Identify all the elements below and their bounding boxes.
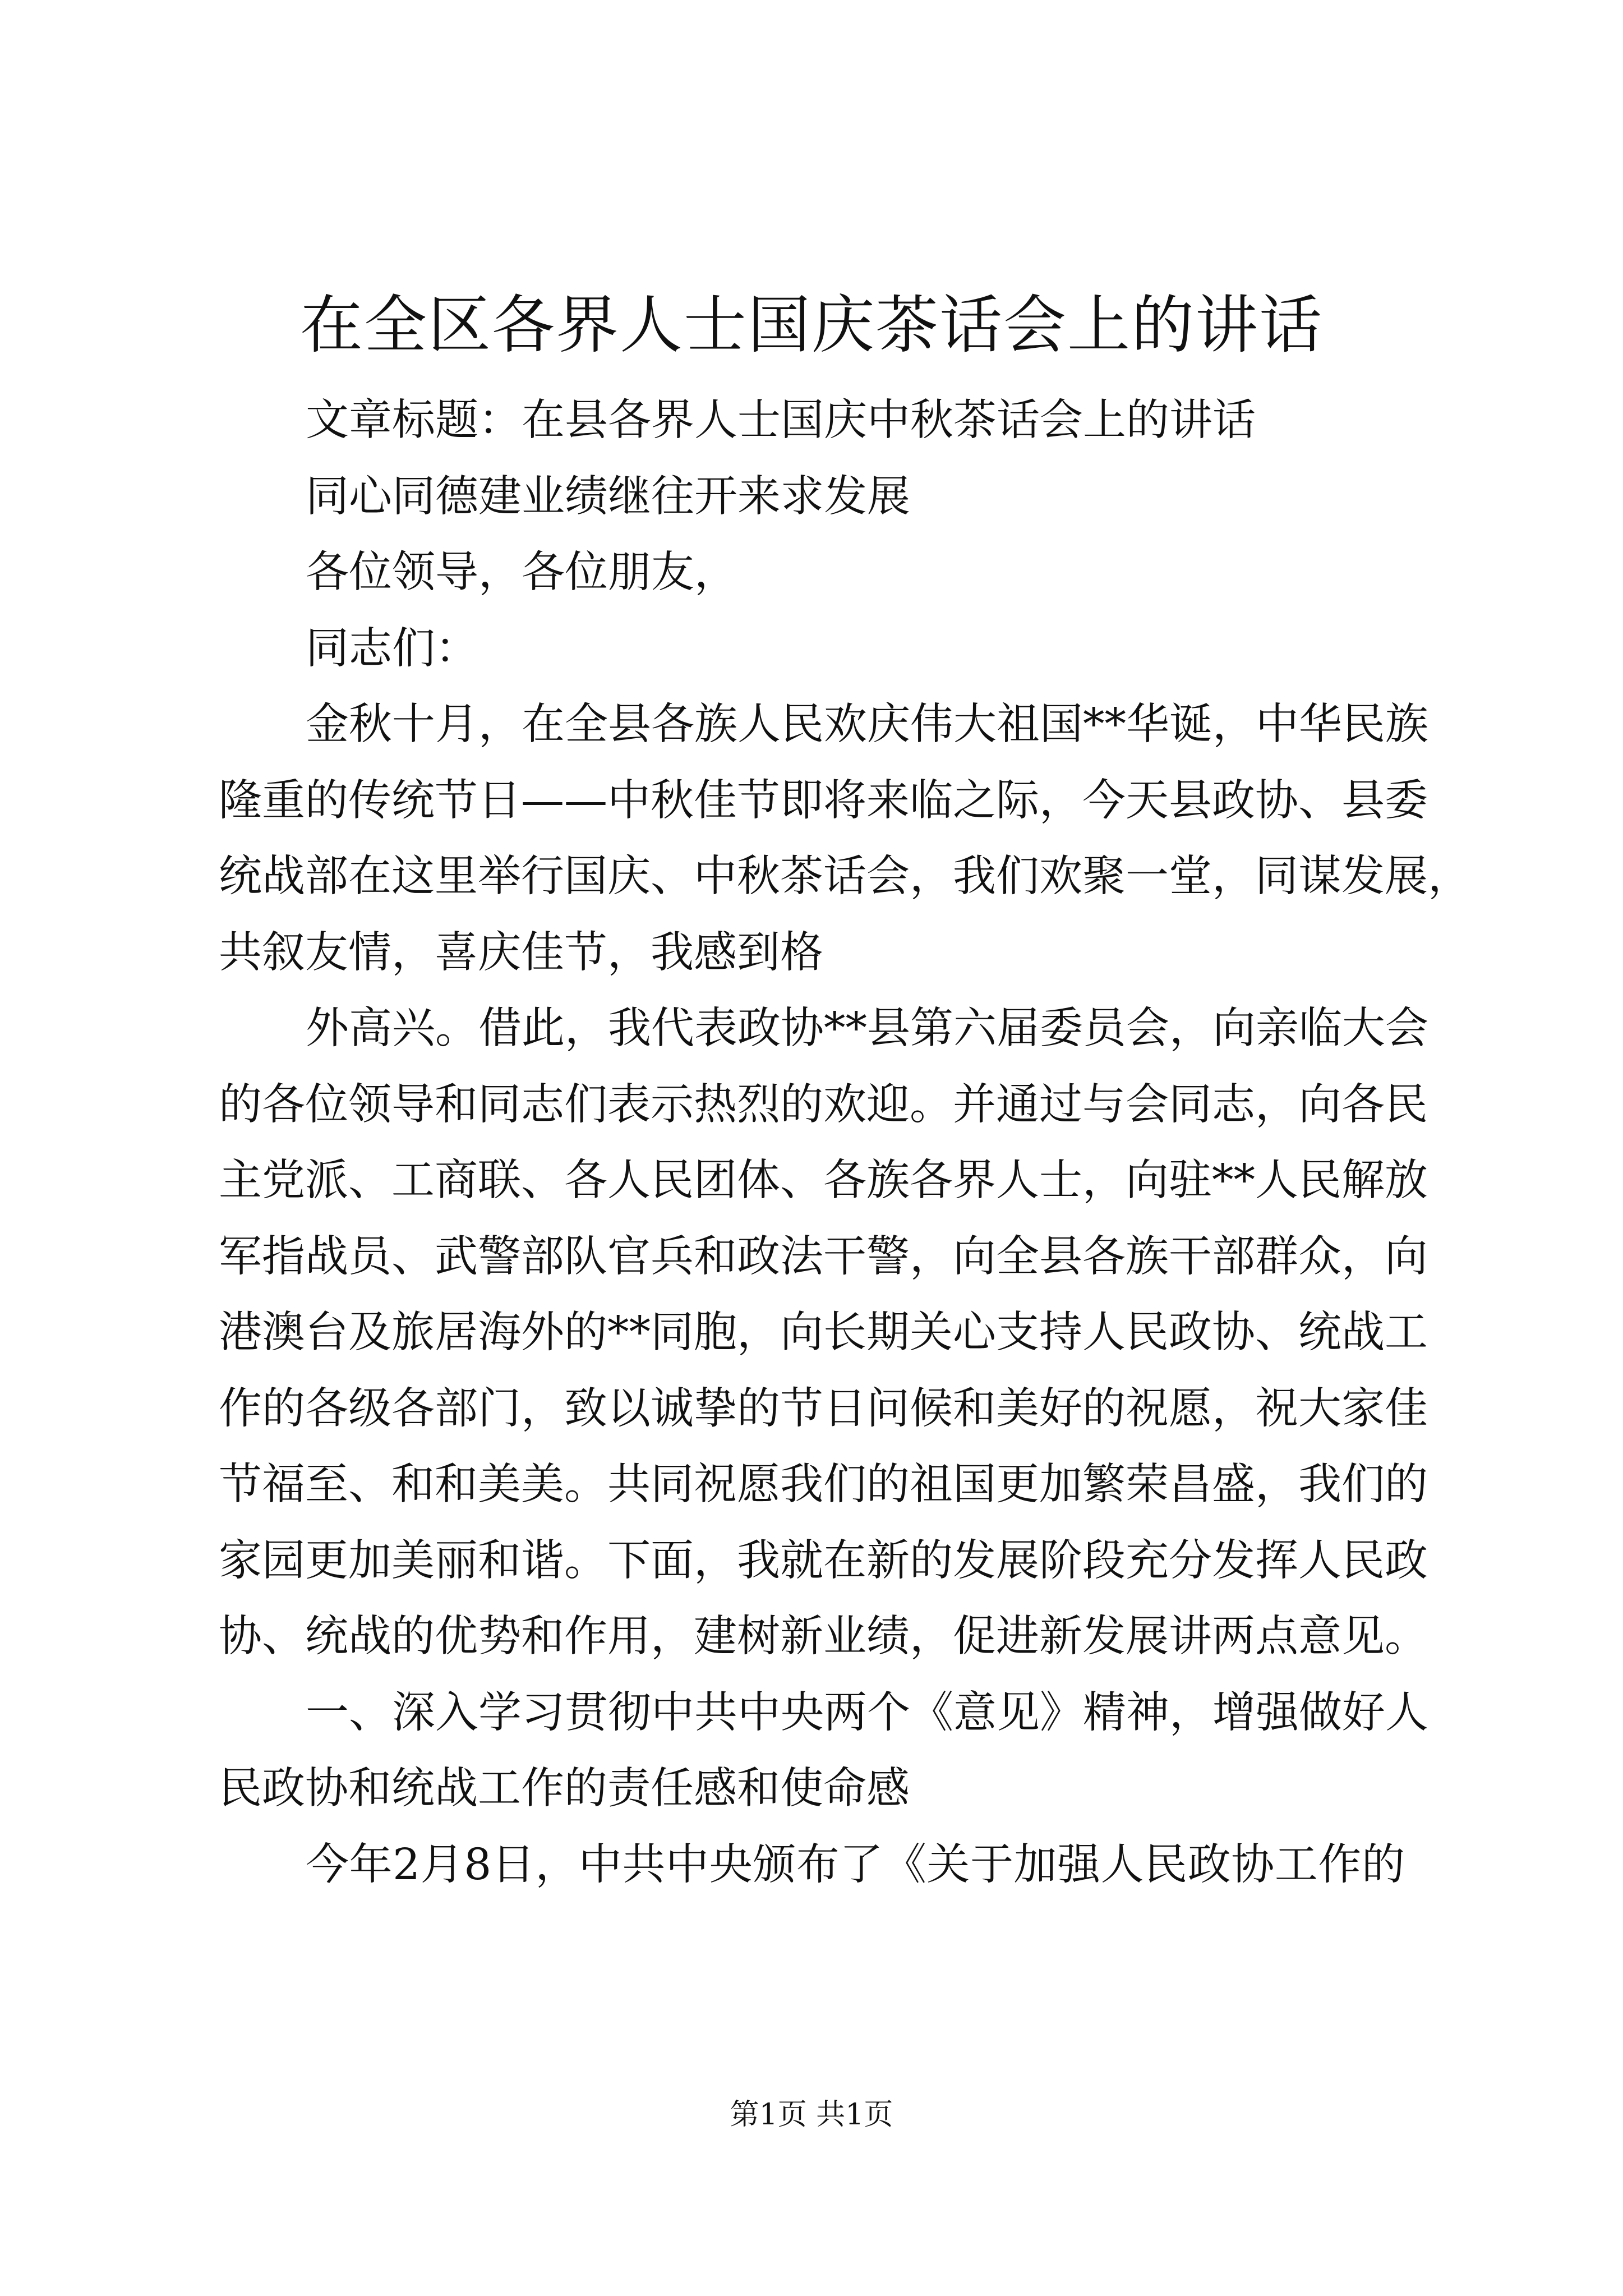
document-body (219, 383, 1471, 1903)
paragraph-line: 节福至、和和美美。共同祝愿我们的祖国更加繁荣昌盛，我们的 (219, 1460, 1428, 1510)
paragraph-line: 家园更加美丽和谐。下面，我就在新的发展阶段充分发挥人民政 (219, 1535, 1428, 1586)
paragraph-line: 作的各级各部门，致以诚挚的节日问候和美好的祝愿，祝大家佳 (219, 1383, 1428, 1434)
page-footer: 第1页 共1页 (730, 2098, 893, 2132)
salutation-line: 同志们： (306, 623, 478, 674)
article-title-line: 文章标题：在县各界人士国庆中秋茶话会上的讲话 (306, 395, 1256, 445)
paragraph-line: 协、统战的优势和作用，建树新业绩，促进新发展讲两点意见。 (219, 1612, 1428, 1662)
paragraph-line: 共叙友情，喜庆佳节，我感到格 (219, 927, 823, 978)
paragraph-line: 主党派、工商联、各人民团体、各族各界人士，向驻**人民解放 (219, 1156, 1428, 1205)
paragraph-line: 的各位领导和同志们表示热烈的欢迎。并通过与会同志，向各民 (219, 1079, 1428, 1130)
paragraph-line: 统战部在这里举行国庆、中秋茶话会，我们欢聚一堂，同谋发展， (219, 852, 1471, 901)
paragraph-line: 今年2月8日，中共中央颁布了《关于加强人民政协工作的 (306, 1839, 1405, 1890)
paragraph-line: 外高兴。借此，我代表政协**县第六届委员会，向亲临大会 (306, 1004, 1428, 1053)
paragraph-line: 金秋十月，在全县各族人民欢庆伟大祖国**华诞，中华民族 (306, 700, 1428, 749)
paragraph-line: 隆重的传统节日——中秋佳节即将来临之际，今天县政协、县委 (219, 775, 1428, 826)
paragraph-line: 港澳台及旅居海外的**同胞，向长期关心支持人民政协、统战工 (219, 1308, 1428, 1358)
salutation-line: 各位领导，各位朋友， (306, 547, 737, 597)
document-title: 在全区各界人士国庆茶话会上的讲话 (300, 289, 1323, 362)
paragraph-line: 军指战员、武警部队官兵和政法干警，向全县各族干部群众，向 (219, 1231, 1428, 1282)
section-heading-line: 民政协和统战工作的责任感和使命感 (219, 1764, 910, 1814)
section-heading-line: 一、深入学习贯彻中共中央两个《意见》精神，增强做好人 (306, 1687, 1428, 1738)
subtitle-line: 同心同德建业绩继往开来求发展 (306, 471, 910, 522)
